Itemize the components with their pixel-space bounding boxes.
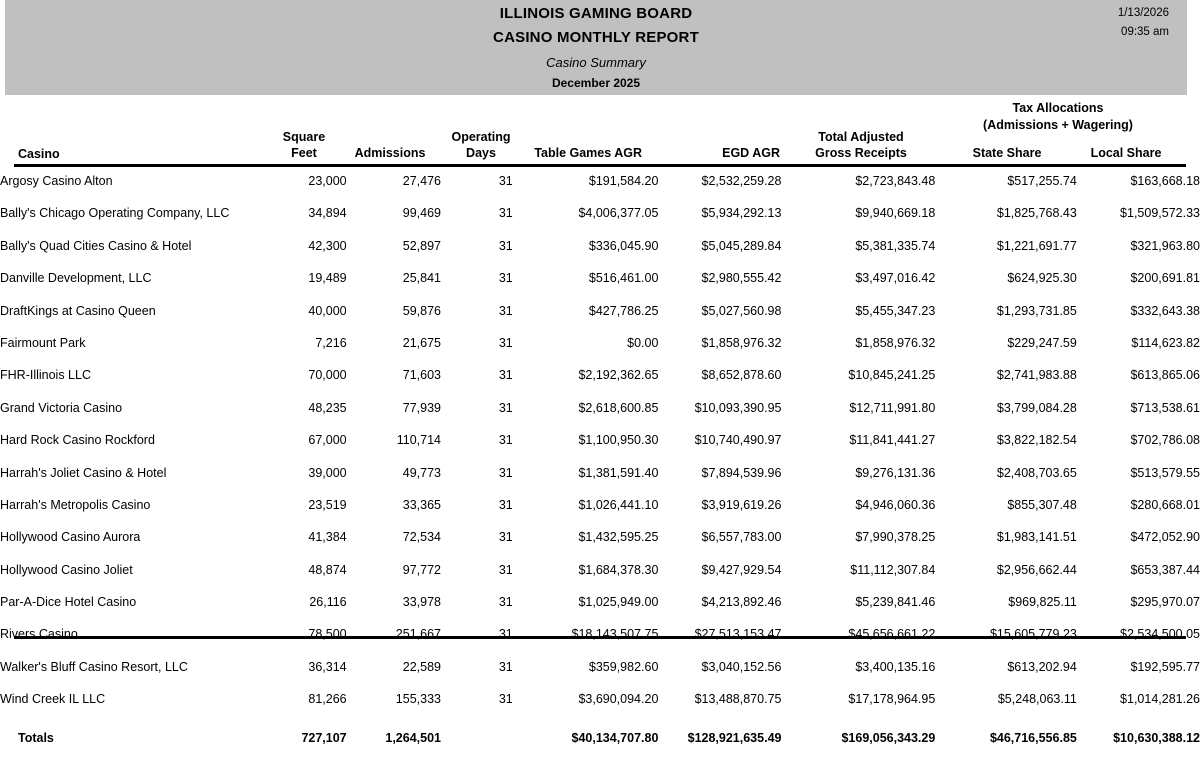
cell-square-feet: 41,384 [308,530,347,545]
cell-total-adjusted-gross-receipts: $9,276,131.36 [855,465,936,480]
cell-local-share: $713,538.61 [1130,400,1200,415]
cell-local-share: $200,691.81 [1130,271,1200,286]
report-period: December 2025 [551,76,641,90]
cell-state-share: $613,202.94 [1007,659,1077,674]
cell-total-adjusted-gross-receipts: $45,656,661.22 [848,627,936,642]
cell-square-feet: 7,216 [315,335,347,350]
cell-casino: FHR-Illinois LLC [0,368,91,383]
cell-local-share: $702,786.08 [1130,433,1200,448]
table-header-rule [14,164,1186,167]
totals-cell-local-share: $10,630,388.12 [1113,730,1200,745]
cell-state-share: $2,956,662.44 [996,562,1077,577]
table-row [0,589,1200,621]
cell-operating-days: 31 [498,271,513,286]
square-feet-line2: Feet [291,146,317,160]
table-row [0,233,1200,265]
column-header-state-share [938,145,1076,161]
cell-state-share: $1,221,691.77 [996,238,1077,253]
cell-casino: Rivers Casino [0,627,78,642]
cell-operating-days: 31 [498,174,513,188]
table-row [0,460,1200,492]
cell-admissions: 33,365 [402,497,441,512]
column-header-total-adjusted-gross-receipts [790,129,932,161]
column-header-casino: Casino [18,147,60,161]
operating-days-line2: Days [466,146,496,160]
cell-state-share: $1,825,768.43 [996,206,1077,221]
cell-operating-days: 31 [498,465,513,480]
cell-table-games-agr: $0.00 [627,335,659,350]
cell-egd-agr: $10,740,490.97 [694,433,782,448]
cell-operating-days: 31 [498,368,513,383]
cell-state-share: $1,293,731.85 [996,303,1077,318]
cell-egd-agr: $10,093,390.95 [694,400,782,415]
cell-local-share: $332,643.38 [1130,303,1200,318]
cell-total-adjusted-gross-receipts: $3,400,135.16 [855,659,936,674]
cell-table-games-agr: $427,786.25 [588,303,659,318]
cell-state-share: $3,799,084.28 [996,400,1077,415]
cell-table-games-agr: $191,584.20 [588,174,659,188]
cell-casino: Argosy Casino Alton [0,174,113,188]
cell-casino: Wind Creek IL LLC [0,692,106,707]
report-header-band [5,0,1187,95]
cell-local-share: $192,595.77 [1130,659,1200,674]
cell-admissions: 22,589 [402,659,441,674]
cell-local-share: $653,387.44 [1130,562,1200,577]
cell-square-feet: 40,000 [308,303,347,318]
totals-cell-state-share: $46,716,556.85 [989,730,1077,745]
totals-cell-label: Totals [18,730,54,745]
cell-total-adjusted-gross-receipts: $17,178,964.95 [848,692,936,707]
cell-casino: Grand Victoria Casino [0,400,123,415]
report-header-titles [5,0,1187,90]
table-row [0,168,1200,200]
cell-local-share: $321,963.80 [1130,238,1200,253]
cell-operating-days: 31 [498,206,513,221]
admissions-label: Admissions [354,146,426,160]
cell-square-feet: 48,874 [308,562,347,577]
report-subtitle: Casino Summary [546,55,646,70]
cell-admissions: 77,939 [402,400,441,415]
cell-square-feet: 23,519 [308,497,347,512]
cell-admissions: 71,603 [402,368,441,383]
cell-state-share: $855,307.48 [1007,497,1077,512]
cell-casino: Harrah's Metropolis Casino [0,497,151,512]
cell-state-share: $624,925.30 [1007,271,1077,286]
column-header-egd-agr [660,145,780,161]
report-print-stamp [1118,4,1169,42]
cell-admissions: 59,876 [402,303,441,318]
cell-egd-agr: $2,532,259.28 [701,174,782,188]
cell-local-share: $163,668.18 [1130,174,1200,188]
totals-cell-square-feet: 727,107 [301,730,347,745]
table-row [0,395,1200,427]
cell-local-share: $2,534,500.05 [1120,627,1200,642]
cell-total-adjusted-gross-receipts: $11,841,441.27 [849,433,936,448]
cell-square-feet: 34,894 [308,206,347,221]
cell-egd-agr: $5,934,292.13 [701,206,782,221]
cell-total-adjusted-gross-receipts: $7,990,378.25 [855,530,936,545]
report-title-line1: ILLINOIS GAMING BOARD [499,5,693,22]
cell-egd-agr: $3,919,619.26 [701,497,782,512]
cell-operating-days: 31 [498,595,513,610]
cell-operating-days: 31 [498,627,513,642]
cell-admissions: 52,897 [402,238,441,253]
cell-square-feet: 36,314 [308,659,347,674]
totals-cell-total-adjusted-gross-receipts: $169,056,343.29 [841,730,936,745]
cell-operating-days: 31 [498,238,513,253]
cell-total-adjusted-gross-receipts: $4,946,060.36 [855,497,936,512]
cell-state-share: $229,247.59 [1007,335,1077,350]
cell-total-adjusted-gross-receipts: $3,497,016.42 [855,271,936,286]
cell-table-games-agr: $1,100,950.30 [578,433,659,448]
cell-casino: Danville Development, LLC [0,271,152,286]
cell-operating-days: 31 [498,692,513,707]
table-row [0,427,1200,459]
cell-square-feet: 42,300 [308,238,347,253]
cell-egd-agr: $1,858,976.32 [701,335,782,350]
cell-admissions: 33,978 [402,595,441,610]
cell-table-games-agr: $2,618,600.85 [578,400,659,415]
cell-casino: Hard Rock Casino Rockford [0,433,155,448]
casino-summary-table [0,168,1200,757]
column-header-admissions [345,145,435,161]
cell-operating-days: 31 [498,433,513,448]
cell-admissions: 21,675 [402,335,441,350]
cell-admissions: 155,333 [395,692,441,707]
table-column-headers [0,96,1200,164]
cell-table-games-agr: $4,006,377.05 [578,206,659,221]
cell-state-share: $517,255.74 [1007,174,1077,188]
table-row [0,621,1200,653]
cell-table-games-agr: $2,192,362.65 [578,368,659,383]
cell-operating-days: 31 [498,530,513,545]
cell-square-feet: 39,000 [308,465,347,480]
tax-group-line2: (Admissions + Wagering) [983,118,1133,132]
column-header-tax-allocations-group [930,100,1186,134]
cell-state-share: $15,605,779.23 [989,627,1077,642]
cell-local-share: $1,509,572.33 [1120,206,1200,221]
cell-operating-days: 31 [498,562,513,577]
cell-casino: Fairmount Park [0,335,86,350]
column-header-table-games-agr [520,145,642,161]
cell-admissions: 97,772 [402,562,441,577]
cell-square-feet: 23,000 [308,174,347,188]
totals-cell-operating-days [441,719,513,757]
cell-square-feet: 70,000 [308,368,347,383]
cell-total-adjusted-gross-receipts: $5,381,335.74 [855,238,936,253]
cell-total-adjusted-gross-receipts: $12,711,991.80 [849,400,936,415]
cell-square-feet: 81,266 [308,692,347,707]
cell-table-games-agr: $1,432,595.25 [578,530,659,545]
cell-total-adjusted-gross-receipts: $5,239,841.46 [855,595,936,610]
cell-square-feet: 78,500 [308,627,347,642]
cell-egd-agr: $5,027,560.98 [701,303,782,318]
table-row [0,557,1200,589]
cell-casino: Walker's Bluff Casino Resort, LLC [0,659,188,674]
cell-egd-agr: $5,045,289.84 [701,238,782,253]
cell-table-games-agr: $336,045.90 [588,238,659,253]
cell-admissions: 49,773 [402,465,441,480]
cell-local-share: $295,970.07 [1130,595,1200,610]
totals-cell-admissions: 1,264,501 [385,730,441,745]
cell-table-games-agr: $1,381,591.40 [578,465,659,480]
tax-group-line1: Tax Allocations [1012,101,1104,115]
cell-square-feet: 19,489 [308,271,347,286]
column-header-local-share [1066,145,1186,161]
cell-total-adjusted-gross-receipts: $2,723,843.48 [855,174,936,188]
cell-square-feet: 48,235 [308,400,347,415]
egd-agr-label: EGD AGR [722,146,780,160]
table-games-agr-label: Table Games AGR [534,146,642,160]
column-header-operating-days [440,129,522,161]
cell-table-games-agr: $516,461.00 [588,271,659,286]
table-body [0,168,1200,757]
cell-egd-agr: $13,488,870.75 [694,692,782,707]
cell-casino: Hollywood Casino Aurora [0,530,141,545]
cell-total-adjusted-gross-receipts: $1,858,976.32 [855,335,936,350]
cell-casino: Harrah's Joliet Casino & Hotel [0,465,167,480]
cell-state-share: $969,825.11 [1008,595,1077,610]
cell-admissions: 27,476 [402,174,441,188]
cell-casino: Hollywood Casino Joliet [0,562,133,577]
cell-total-adjusted-gross-receipts: $10,845,241.25 [848,368,936,383]
square-feet-line1: Square [282,130,326,144]
cell-state-share: $1,983,141.51 [996,530,1077,545]
cell-egd-agr: $4,213,892.46 [701,595,782,610]
print-date: 1/13/2026 [1117,7,1169,19]
cell-table-games-agr: $3,690,094.20 [578,692,659,707]
table-row [0,200,1200,232]
cell-table-games-agr: $1,025,949.00 [578,595,659,610]
print-time: 09:35 am [1121,26,1169,38]
cell-local-share: $114,623.82 [1131,335,1200,350]
total-adjusted-line2: Gross Receipts [815,146,907,160]
cell-casino: Bally's Quad Cities Casino & Hotel [0,238,192,253]
cell-egd-agr: $27,513,153.47 [694,627,782,642]
totals-cell-table-games-agr: $40,134,707.80 [571,730,659,745]
cell-total-adjusted-gross-receipts: $5,455,347.23 [855,303,936,318]
cell-operating-days: 31 [498,303,513,318]
cell-table-games-agr: $1,026,441.10 [578,497,659,512]
cell-operating-days: 31 [498,659,513,674]
cell-casino: DraftKings at Casino Queen [0,303,156,318]
table-row [0,362,1200,394]
table-row [0,492,1200,524]
cell-operating-days: 31 [498,335,513,350]
cell-state-share: $3,822,182.54 [996,433,1077,448]
cell-admissions: 72,534 [402,530,441,545]
cell-state-share: $2,741,983.88 [996,368,1077,383]
cell-table-games-agr: $18,143,507.75 [571,627,659,642]
cell-egd-agr: $2,980,555.42 [701,271,782,286]
local-share-label: Local Share [1090,146,1162,160]
cell-local-share: $1,014,281.26 [1120,692,1200,707]
table-row [0,298,1200,330]
cell-total-adjusted-gross-receipts: $11,112,307.84 [850,562,936,577]
table-row [0,654,1200,686]
cell-square-feet: 67,000 [308,433,347,448]
cell-admissions: 25,841 [402,271,441,286]
table-row [0,524,1200,556]
cell-state-share: $2,408,703.65 [996,465,1077,480]
cell-local-share: $280,668.01 [1130,497,1200,512]
cell-egd-agr: $6,557,783.00 [701,530,782,545]
table-row [0,330,1200,362]
totals-cell-egd-agr: $128,921,635.49 [687,730,782,745]
table-row [0,686,1200,718]
cell-table-games-agr: $359,982.60 [588,659,659,674]
cell-egd-agr: $8,652,878.60 [701,368,782,383]
cell-admissions: 251,667 [395,627,441,642]
table-row [0,265,1200,297]
cell-local-share: $472,052.90 [1130,530,1200,545]
cell-local-share: $513,579.55 [1130,465,1200,480]
column-header-square-feet [270,129,338,161]
cell-operating-days: 31 [498,497,513,512]
operating-days-line1: Operating [451,130,511,144]
cell-total-adjusted-gross-receipts: $9,940,669.18 [855,206,936,221]
cell-egd-agr: $3,040,152.56 [701,659,782,674]
cell-admissions: 110,714 [396,433,441,448]
state-share-label: State Share [972,146,1042,160]
cell-admissions: 99,469 [402,206,441,221]
cell-table-games-agr: $1,684,378.30 [578,562,659,577]
table-totals-row [0,719,1200,757]
cell-casino: Par-A-Dice Hotel Casino [0,595,137,610]
cell-operating-days: 31 [498,400,513,415]
cell-casino: Bally's Chicago Operating Company, LLC [0,206,230,221]
cell-local-share: $613,865.06 [1130,368,1200,383]
report-title-line2: CASINO MONTHLY REPORT [493,29,699,46]
total-adjusted-line1: Total Adjusted [818,130,904,144]
cell-egd-agr: $9,427,929.54 [701,562,782,577]
cell-square-feet: 26,116 [309,595,347,610]
cell-egd-agr: $7,894,539.96 [701,465,782,480]
cell-state-share: $5,248,063.11 [997,692,1077,707]
